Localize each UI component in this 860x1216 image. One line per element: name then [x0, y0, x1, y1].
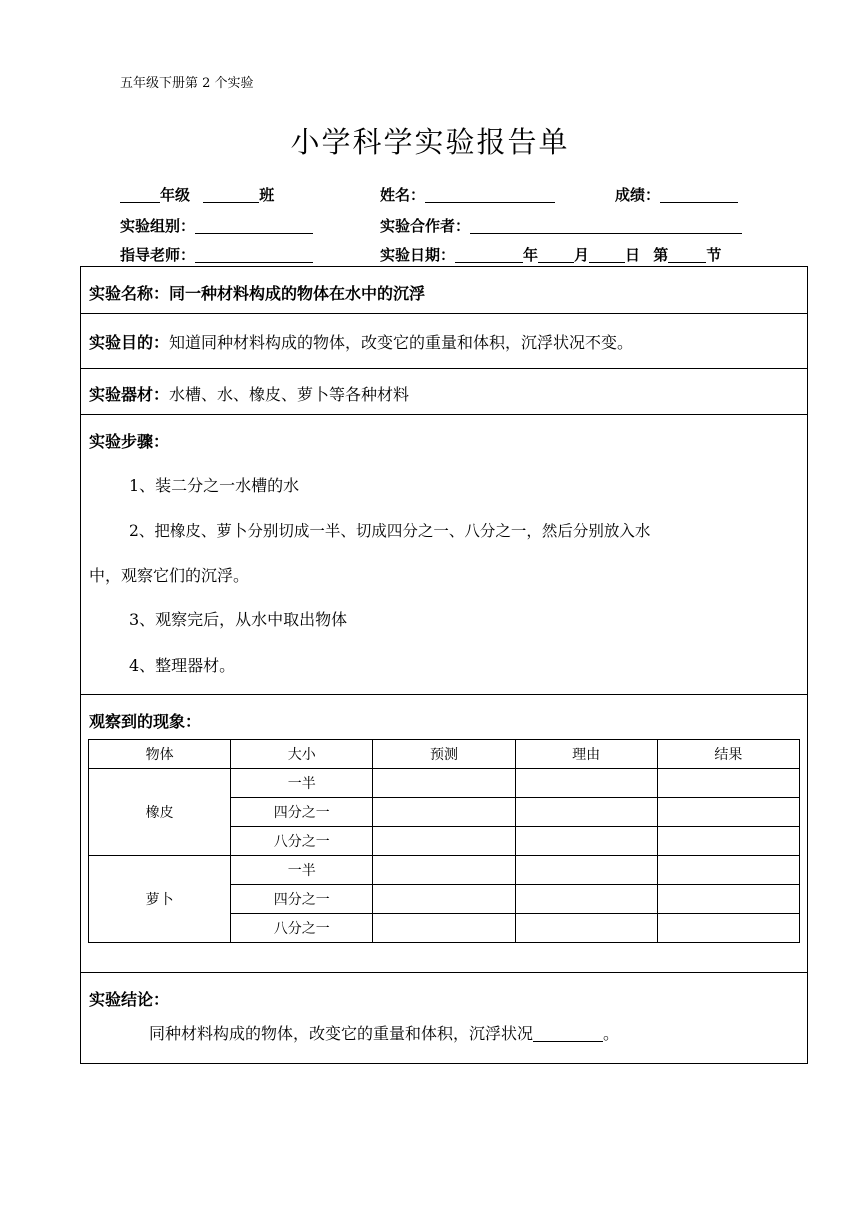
- size-cell: 八分之一: [231, 827, 373, 856]
- teacher-field: [120, 244, 313, 266]
- experiment-purpose-label: 实验目的：: [89, 333, 170, 352]
- conclusion-blank[interactable]: [533, 1025, 603, 1042]
- object-cell: 萝卜: [89, 856, 231, 943]
- grade-volume-note: 五年级下册第 2 个实验: [120, 76, 254, 91]
- prediction-cell[interactable]: [373, 885, 515, 914]
- experiment-purpose-section: [80, 313, 808, 369]
- month-label: 月: [574, 246, 590, 264]
- result-cell[interactable]: [657, 914, 799, 943]
- result-cell[interactable]: [657, 856, 799, 885]
- experiment-name-section: [80, 266, 808, 314]
- reason-cell[interactable]: [515, 798, 657, 827]
- grade-blank[interactable]: [120, 186, 160, 203]
- date-field: [380, 244, 721, 266]
- result-cell[interactable]: [657, 885, 799, 914]
- class-label: 班: [259, 186, 275, 204]
- group-blank[interactable]: [195, 217, 313, 234]
- period-blank[interactable]: [668, 246, 706, 263]
- observation-label: 观察到的现象：: [89, 712, 202, 731]
- prediction-cell[interactable]: [373, 914, 515, 943]
- object-cell: 橡皮: [89, 769, 231, 856]
- experiment-steps-label: 实验步骤：: [89, 432, 170, 451]
- reason-cell[interactable]: [515, 827, 657, 856]
- step-4: 4、整理器材。: [129, 656, 236, 675]
- partner-blank[interactable]: [470, 217, 742, 234]
- experiment-purpose: 知道同种材料构成的物体，改变它的重量和体积，沉浮状况不变。: [169, 333, 634, 352]
- reason-cell[interactable]: [515, 856, 657, 885]
- experiment-steps-section: [80, 414, 808, 695]
- reason-cell[interactable]: [515, 914, 657, 943]
- column-header: 理由: [515, 740, 657, 769]
- size-cell: 一半: [231, 856, 373, 885]
- page-title: 小学科学实验报告单: [290, 125, 570, 159]
- experiment-equipment: 水槽、水、橡皮、萝卜等各种材料: [169, 385, 410, 404]
- column-header: 预测: [373, 740, 515, 769]
- date-label: 实验日期：: [380, 246, 456, 264]
- period-prefix: 第: [653, 246, 669, 264]
- experiment-name-label: 实验名称：: [89, 284, 170, 303]
- table-header-row: [89, 740, 800, 769]
- teacher-blank[interactable]: [195, 246, 313, 263]
- step-1: 1、装二分之一水槽的水: [129, 476, 300, 495]
- column-header: 物体: [89, 740, 231, 769]
- size-cell: 四分之一: [231, 885, 373, 914]
- class-blank[interactable]: [203, 186, 259, 203]
- teacher-label: 指导老师：: [120, 246, 196, 264]
- size-cell: 八分之一: [231, 914, 373, 943]
- prediction-cell[interactable]: [373, 769, 515, 798]
- reason-cell[interactable]: [515, 885, 657, 914]
- group-label: 实验组别：: [120, 217, 196, 235]
- experiment-equipment-label: 实验器材：: [89, 385, 170, 404]
- conclusion-section: [80, 972, 808, 1064]
- step-2-line-2: 中，观察它们的沉浮。: [89, 566, 250, 585]
- grade-class-field: [120, 184, 274, 206]
- grade-label: 年级: [160, 186, 191, 204]
- group-field: [120, 215, 313, 237]
- result-cell[interactable]: [657, 769, 799, 798]
- conclusion-text-before: 同种材料构成的物体，改变它的重量和体积，沉浮状况: [149, 1024, 534, 1043]
- column-header: 结果: [657, 740, 799, 769]
- score-label: 成绩：: [615, 186, 661, 204]
- step-3: 3、观察完后，从水中取出物体: [129, 610, 348, 629]
- table-row: [89, 769, 800, 798]
- partner-field: [380, 215, 742, 237]
- name-label: 姓名：: [380, 186, 426, 204]
- experiment-name: 同一种材料构成的物体在水中的沉浮: [169, 284, 426, 303]
- column-header: 大小: [231, 740, 373, 769]
- step-2-line-1: 2、把橡皮、萝卜分别切成一半、切成四分之一、八分之一，然后分别放入水: [129, 522, 651, 540]
- conclusion-label: 实验结论：: [89, 990, 170, 1009]
- score-field: [615, 184, 738, 206]
- experiment-equipment-section: [80, 368, 808, 415]
- result-cell[interactable]: [657, 798, 799, 827]
- prediction-cell[interactable]: [373, 827, 515, 856]
- name-blank[interactable]: [425, 186, 555, 203]
- prediction-cell[interactable]: [373, 798, 515, 827]
- period-label: 节: [706, 246, 722, 264]
- partner-label: 实验合作者：: [380, 217, 471, 235]
- conclusion-text-after: 。: [603, 1024, 620, 1043]
- name-field: [380, 184, 555, 206]
- day-blank[interactable]: [589, 246, 625, 263]
- score-blank[interactable]: [660, 186, 738, 203]
- observation-table: [88, 739, 800, 943]
- day-label: 日: [625, 246, 641, 264]
- reason-cell[interactable]: [515, 769, 657, 798]
- conclusion-text: [149, 1021, 619, 1044]
- month-blank[interactable]: [538, 246, 574, 263]
- result-cell[interactable]: [657, 827, 799, 856]
- prediction-cell[interactable]: [373, 856, 515, 885]
- size-cell: 四分之一: [231, 798, 373, 827]
- year-label: 年: [523, 246, 539, 264]
- year-blank[interactable]: [455, 246, 523, 263]
- size-cell: 一半: [231, 769, 373, 798]
- table-row: [89, 856, 800, 885]
